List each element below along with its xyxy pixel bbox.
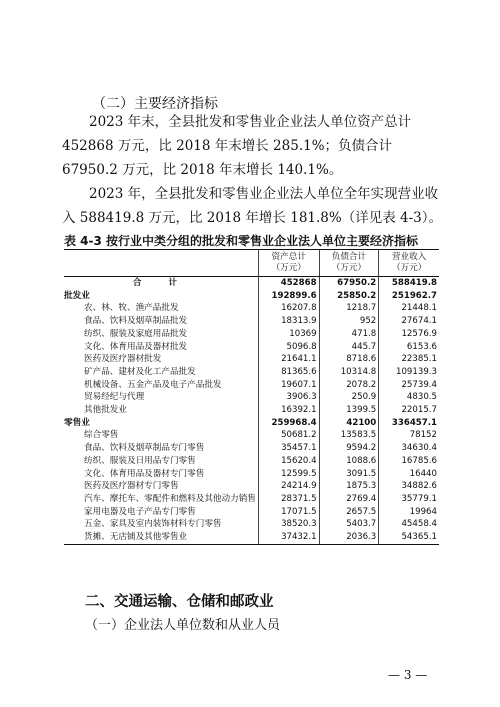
- revenue-value: 54365.1: [379, 531, 439, 544]
- liabilities-value: 5403.7: [319, 518, 379, 531]
- table-row: [64, 315, 439, 328]
- total-row: [64, 277, 439, 290]
- revenue-value: 16785.6: [379, 455, 439, 468]
- liabilities-value: 42100: [319, 417, 379, 430]
- row-label: 批发业: [64, 290, 90, 301]
- liabilities-value: 67950.2: [319, 277, 379, 290]
- assets-value: 5096.8: [258, 341, 319, 354]
- header-assets-unit: （万元）: [271, 263, 306, 273]
- revenue-value: 22385.1: [379, 353, 439, 366]
- table-header-row: [64, 250, 439, 277]
- paragraph-text: 2023 年末，全县批发和零售业企业法人单位资产总计 452868 万元，比 2018 年末增长 285.1%；负债合计 67950.2 万元，比 2018 年末增长 140.1%。: [62, 114, 412, 178]
- liabilities-value: 471.8: [319, 328, 379, 341]
- table-row: [64, 506, 439, 519]
- economic-indicators-table: [64, 249, 439, 545]
- row-label: 农、林、牧、渔产品批发: [84, 303, 179, 314]
- liabilities-value: 445.7: [319, 341, 379, 354]
- revenue-value: 6153.6: [379, 341, 439, 354]
- row-label: 汽车、摩托车、零配件和燃料及其他动力销售: [84, 493, 256, 504]
- row-label: 食品、饮料及烟草制品专门零售: [84, 443, 205, 454]
- row-label: 综合零售: [84, 430, 119, 441]
- assets-value: 16207.8: [258, 302, 319, 315]
- row-label: 纺织、服装及家庭用品批发: [84, 328, 188, 339]
- assets-value: 17071.5: [258, 506, 319, 519]
- row-label: 医药及医疗器材专门零售: [84, 481, 179, 492]
- table-row: [64, 328, 439, 341]
- revenue-value: 45458.4: [379, 518, 439, 531]
- header-revenue-title: 营业收入: [391, 252, 427, 262]
- assets-value: 19607.1: [258, 379, 319, 392]
- paragraph-assets: [62, 110, 442, 182]
- paragraph-revenue: [62, 182, 442, 230]
- liabilities-value: 3091.5: [319, 468, 379, 481]
- paragraph-text: 2023 年，全县批发和零售业企业法人单位全年实现营业收入 588419.8 万元，比 2018 年增长 181.8%（详见表 4-3）。: [62, 186, 442, 226]
- liabilities-value: 250.9: [319, 391, 379, 404]
- assets-value: 21641.1: [258, 353, 319, 366]
- row-label: 贸易经纪与代理: [84, 392, 145, 403]
- revenue-value: 12576.9: [379, 328, 439, 341]
- header-liabilities: [319, 250, 379, 277]
- table-row: [64, 493, 439, 506]
- assets-value: 452868: [258, 277, 319, 290]
- table-row: [64, 302, 439, 315]
- next-subsection-heading: （一）企业法人单位数和从业人员: [85, 618, 281, 633]
- revenue-value: 4830.5: [379, 391, 439, 404]
- revenue-value: 25739.4: [379, 379, 439, 392]
- assets-value: 28371.5: [258, 493, 319, 506]
- row-label: 文化、体育用品及器材批发: [84, 341, 188, 352]
- header-liabilities-unit: （万元）: [331, 263, 367, 273]
- page-number: — 3 —: [388, 668, 428, 682]
- table-body: [64, 277, 439, 545]
- liabilities-value: 25850.2: [319, 290, 379, 303]
- liabilities-value: 2657.5: [319, 506, 379, 519]
- table-caption: 表 4-3 按行业中类分组的批发和零售业企业法人单位主要经济指标: [64, 234, 419, 248]
- assets-value: 259968.4: [258, 417, 319, 430]
- table-row: [64, 480, 439, 493]
- revenue-value: 34882.6: [379, 480, 439, 493]
- liabilities-value: 2769.4: [319, 493, 379, 506]
- table-row: [64, 341, 439, 354]
- table-row: [64, 442, 439, 455]
- next-section-heading: 二、交通运输、仓储和邮政业: [85, 594, 274, 610]
- table-row: [64, 455, 439, 468]
- header-category: [64, 250, 258, 277]
- assets-value: 81365.6: [258, 366, 319, 379]
- revenue-value: 35779.1: [379, 493, 439, 506]
- revenue-value: 78152: [379, 429, 439, 442]
- table-row: [64, 353, 439, 366]
- header-revenue-unit: （万元）: [391, 263, 427, 273]
- row-label: 医药及医疗器材批发: [84, 354, 162, 365]
- liabilities-value: 2078.2: [319, 379, 379, 392]
- revenue-value: 21448.1: [379, 302, 439, 315]
- row-label: 零售业: [64, 417, 90, 428]
- liabilities-value: 1218.7: [319, 302, 379, 315]
- liabilities-value: 2036.3: [319, 531, 379, 544]
- revenue-value: 251962.7: [379, 290, 439, 303]
- table-row: [64, 379, 439, 392]
- header-assets-title: 资产总计: [271, 252, 306, 262]
- table-row: [64, 468, 439, 481]
- assets-value: 38520.3: [258, 518, 319, 531]
- group-row: [64, 290, 439, 303]
- liabilities-value: 8718.6: [319, 353, 379, 366]
- row-label: 家用电器及电子产品专门零售: [84, 506, 196, 517]
- liabilities-value: 1875.3: [319, 480, 379, 493]
- liabilities-value: 13583.5: [319, 429, 379, 442]
- liabilities-value: 1088.6: [319, 455, 379, 468]
- header-assets: [258, 250, 319, 277]
- row-label: 五金、家具及室内装饰材料专门零售: [84, 519, 222, 530]
- header-liabilities-title: 负债合计: [331, 252, 367, 262]
- revenue-value: 588419.8: [379, 277, 439, 290]
- assets-value: 15620.4: [258, 455, 319, 468]
- row-label: 文化、体育用品及器材专门零售: [84, 468, 205, 479]
- assets-value: 12599.5: [258, 468, 319, 481]
- assets-value: 50681.2: [258, 429, 319, 442]
- group-row: [64, 417, 439, 430]
- assets-value: 35457.1: [258, 442, 319, 455]
- liabilities-value: 9594.2: [319, 442, 379, 455]
- section-heading: （二）主要经济指标: [92, 96, 218, 112]
- assets-value: 37432.1: [258, 531, 319, 544]
- assets-value: 192899.6: [258, 290, 319, 303]
- table-row: [64, 391, 439, 404]
- revenue-value: 19964: [379, 506, 439, 519]
- table-row: [64, 518, 439, 531]
- row-label: 其他批发业: [84, 405, 127, 416]
- row-label: 纺织、服装及日用品专门零售: [84, 455, 196, 466]
- revenue-value: 16440: [379, 468, 439, 481]
- revenue-value: 336457.1: [379, 417, 439, 430]
- row-label: 机械设备、五金产品及电子产品批发: [84, 379, 222, 390]
- table-row: [64, 531, 439, 544]
- table-row: [64, 366, 439, 379]
- table-row: [64, 404, 439, 417]
- assets-value: 3906.3: [258, 391, 319, 404]
- table-row: [64, 429, 439, 442]
- row-label: 货摊、无店铺及其他零售业: [64, 531, 258, 544]
- row-label: 合 计: [132, 278, 190, 288]
- revenue-value: 22015.7: [379, 404, 439, 417]
- assets-value: 16392.1: [258, 404, 319, 417]
- assets-value: 18313.9: [258, 315, 319, 328]
- liabilities-value: 10314.8: [319, 366, 379, 379]
- revenue-value: 34630.4: [379, 442, 439, 455]
- row-label: 矿产品、建材及化工产品批发: [84, 366, 196, 377]
- liabilities-value: 952: [319, 315, 379, 328]
- liabilities-value: 1399.5: [319, 404, 379, 417]
- row-label: 食品、饮料及烟草制品批发: [84, 316, 188, 327]
- assets-value: 10369: [258, 328, 319, 341]
- revenue-value: 27674.1: [379, 315, 439, 328]
- revenue-value: 109139.3: [379, 366, 439, 379]
- header-revenue: [379, 250, 439, 277]
- assets-value: 24214.9: [258, 480, 319, 493]
